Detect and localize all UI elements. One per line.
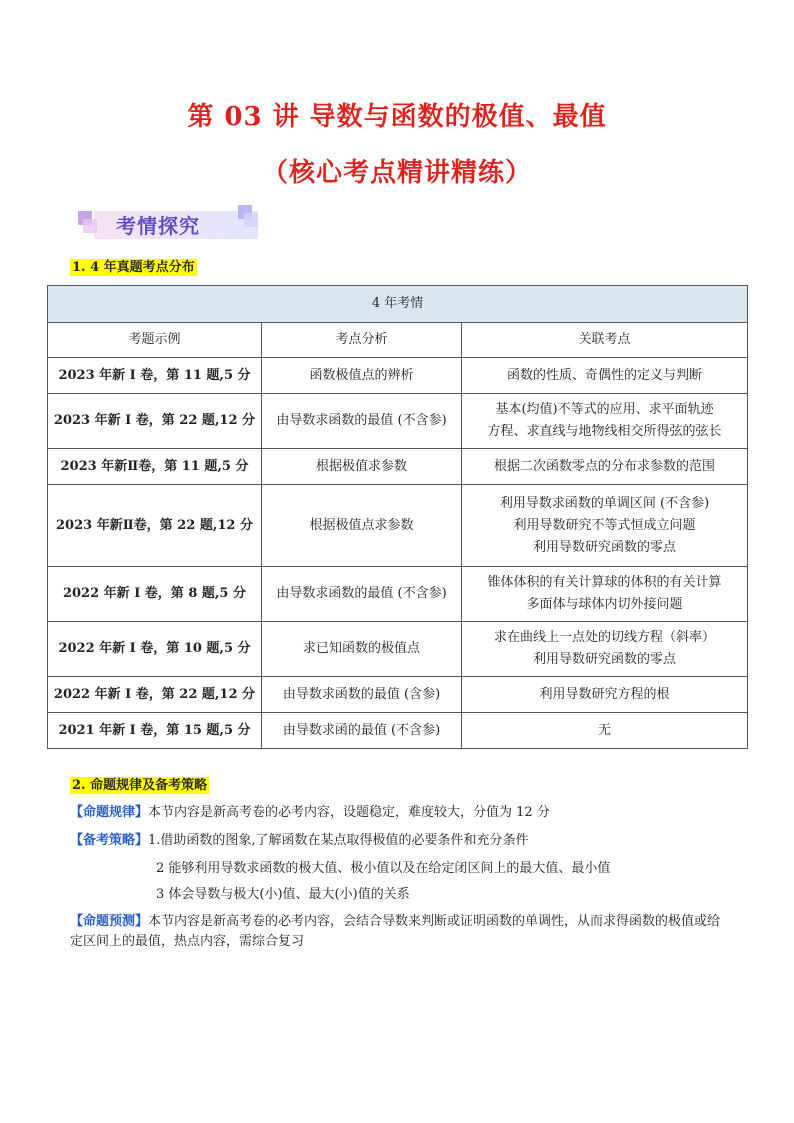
strategy-item-line	[156, 859, 736, 879]
section-2-label: 2. 命题规律及备考策略	[72, 778, 208, 793]
banner-square-icon	[83, 219, 97, 233]
analysis-cell: 求已知函数的极值点	[262, 622, 462, 677]
forecast-paragraph	[70, 912, 730, 952]
analysis-cell: 由导数求函的最值 (不含参)	[262, 713, 462, 749]
analysis-cell: 由导数求函数的最值 (不含参)	[262, 394, 462, 449]
table-header: 4 年考情	[48, 286, 748, 323]
table-row	[48, 394, 748, 449]
related-cell	[462, 449, 748, 485]
analysis-cell: 函数极值点的辨析	[262, 358, 462, 394]
table-row	[48, 449, 748, 485]
exam-cell: 2023 年新 I 卷，第 22 题,12 分	[48, 394, 262, 449]
related-line: 求在曲线上一点处的切线方程（斜率）	[494, 630, 716, 645]
exam-cell: 2023 年新Ⅱ卷，第 22 题,12 分	[48, 485, 262, 567]
exam-cell: 2021 年新 I 卷，第 15 题,5 分	[48, 713, 262, 749]
exam-cell: 2022 年新 I 卷，第 8 题,5 分	[48, 567, 262, 622]
strategy-paragraph	[70, 831, 730, 851]
related-line: 无	[598, 722, 612, 738]
forecast-text: 本节内容是新高考卷的必考内容，会结合导数来判断或证明函数的单调性，从而求得函数的极值或给定区间上的最值，热点内容，需综合复习	[70, 914, 721, 949]
banner-square-icon	[244, 213, 258, 227]
law-tag: 【命题规律】	[70, 805, 149, 820]
related-line: 利用导数研究函数的零点	[533, 539, 677, 555]
related-line: 锥体体积的有关计算球的体积的有关计算	[487, 575, 722, 590]
table-row	[48, 358, 748, 394]
related-line: 利用导数研究不等式恒成立问题	[513, 517, 696, 533]
table-row	[48, 485, 748, 567]
column-header: 关联考点	[462, 323, 748, 358]
related-cell	[462, 677, 748, 713]
exam-cell: 2022 年新 I 卷，第 10 题,5 分	[48, 622, 262, 677]
strategy-tag: 【备考策略】	[70, 833, 149, 848]
related-line: 利用导数研究函数的零点	[533, 652, 677, 667]
related-line: 利用导数研究方程的根	[539, 686, 670, 702]
analysis-cell: 根据极值点求参数	[262, 485, 462, 567]
related-line: 方程、求直线与地物线相交所得弦的弦长	[487, 424, 722, 439]
banner-label: 考情探究	[116, 214, 200, 238]
page-subtitle: （核心考点精讲精练）	[261, 158, 532, 188]
section-1-label: 1. 4 年真题考点分布	[72, 260, 195, 275]
exam-cell: 2022 年新 I 卷，第 22 题,12 分	[48, 677, 262, 713]
related-cell	[462, 485, 748, 567]
strategy-item-line	[156, 885, 736, 905]
law-text: 本节内容是新高考卷的必考内容，设题稳定，难度较大，分值为 12 分	[148, 805, 550, 820]
exam-cell: 2023 年新 I 卷，第 11 题,5 分	[48, 358, 262, 394]
analysis-cell: 由导数求函数的最值 (不含参)	[262, 567, 462, 622]
related-cell	[462, 713, 748, 749]
page-title: 第 03 讲 导数与函数的极值、最值	[187, 102, 607, 132]
table-row	[48, 622, 748, 677]
law-paragraph	[70, 803, 730, 823]
section-banner	[78, 205, 260, 243]
forecast-tag: 【命题预测】	[70, 914, 149, 929]
strategy-item: 3 体会导数与极大(小)值、最大(小)值的关系	[156, 887, 410, 902]
related-line: 多面体与球体内切外接问题	[526, 597, 683, 612]
related-cell	[462, 622, 748, 677]
table-row	[48, 567, 748, 622]
related-line: 函数的性质、奇偶性的定义与判断	[507, 367, 703, 383]
analysis-cell: 根据极值求参数	[262, 449, 462, 485]
related-line: 根据二次函数零点的分布求参数的范围	[494, 458, 716, 474]
related-cell	[462, 394, 748, 449]
related-line: 利用导数求函数的单调区间 (不含参)	[499, 495, 710, 511]
exam-cell: 2023 年新Ⅱ卷，第 11 题,5 分	[48, 449, 262, 485]
analysis-cell: 由导数求函数的最值 (含参)	[262, 677, 462, 713]
related-cell	[462, 567, 748, 622]
column-header: 考点分析	[262, 323, 462, 358]
strategy-item: 2 能够利用导数求函数的极大值、极小值以及在给定闭区间上的最大值、最小值	[156, 861, 611, 876]
table-row	[48, 713, 748, 749]
exam-table	[47, 285, 748, 749]
strategy-item: 1.借助函数的图象,了解函数在某点取得极值的必要条件和充分条件	[148, 833, 529, 848]
table-row	[48, 677, 748, 713]
related-cell	[462, 358, 748, 394]
column-header: 考题示例	[48, 323, 262, 358]
related-line: 基本(均值)不等式的应用、求平面轨迹	[495, 402, 714, 417]
